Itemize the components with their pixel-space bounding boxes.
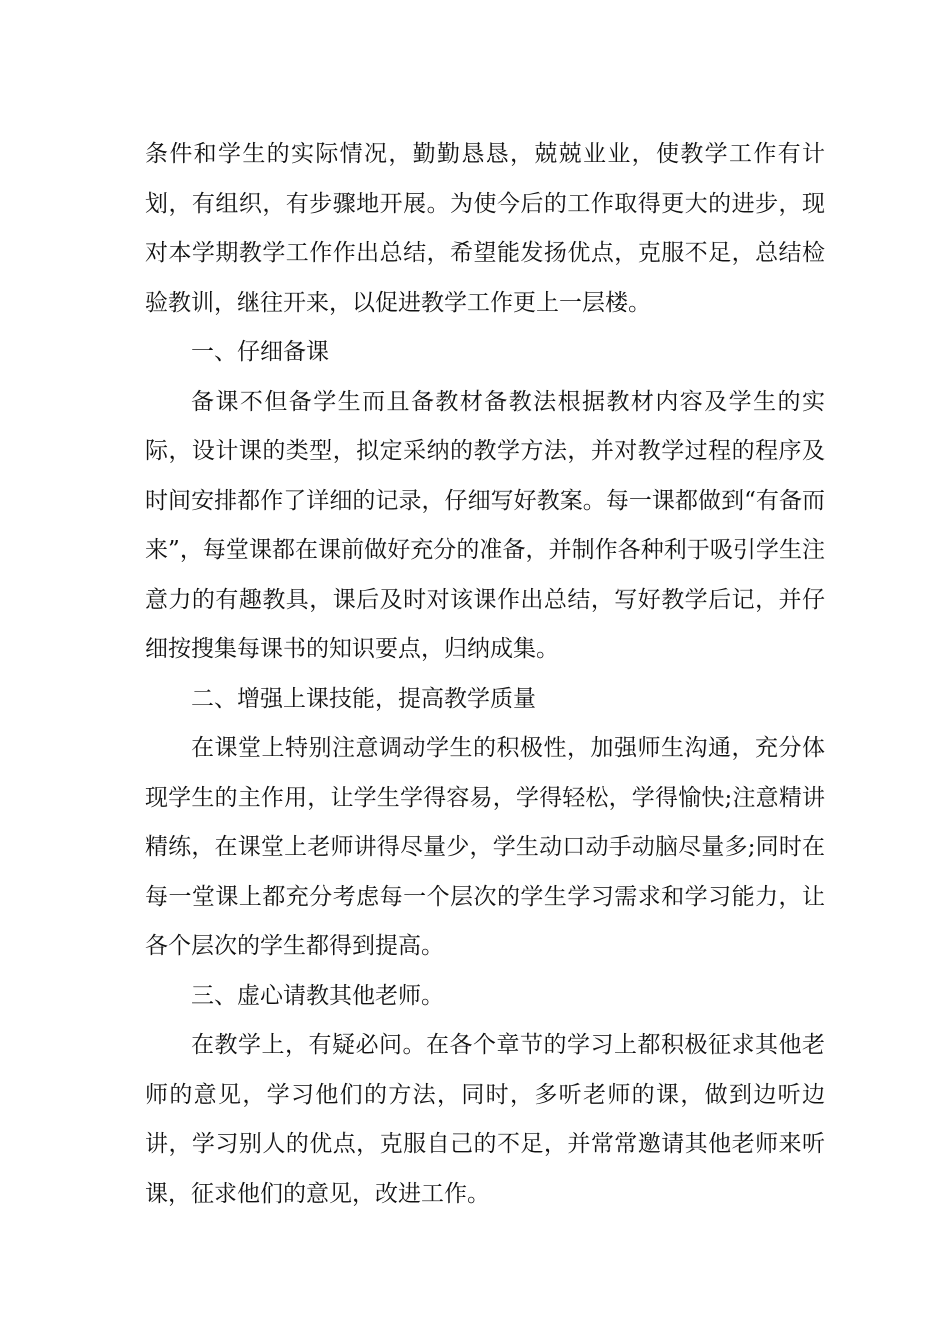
document-body [145,130,825,1219]
body-paragraph-prepare: 备课不但备学生而且备教材备教法根据教材内容及学生的实际，设计课的类型，拟定采纳的教学方法，并对教学过程的程序及时间安排都作了详细的记录，仔细写好教案。每一课都做到“有备而来”，每堂课都在课前做好充分的准备，并制作各种利于吸引学生注意力的有趣教具，课后及时对该课作出总结，写好教学后记，并仔细按搜集每课书的知识要点，归纳成集。 [145,388,825,662]
section-heading-prepare: 一、仔细备课 [191,339,329,365]
body-paragraph-intro: 条件和学生的实际情况，勤勤恳恳，兢兢业业，使教学工作有计划，有组织，有步骤地开展。为使今后的工作取得更大的进步，现对本学期教学工作作出总结，希望能发扬优点，克服不足，总结检验教训，继往开来，以促进教学工作更上一层楼。 [145,141,825,316]
section-heading-consult: 三、虚心请教其他老师。 [191,982,444,1009]
body-paragraph-consult: 在教学上，有疑必问。在各个章节的学习上都积极征求其他老师的意见，学习他们的方法，同时，多听老师的课，做到边听边讲，学习别人的优点，克服自己的不足，并常常邀请其他老师来听课，征求他们的意见，改进工作。 [145,1032,825,1207]
section-heading-teaching-skills: 二、增强上课技能，提高教学质量 [191,685,536,712]
body-paragraph-teaching-skills: 在课堂上特别注意调动学生的积极性，加强师生沟通，充分体现学生的主作用，让学生学得容易，学得轻松，学得愉快;注意精讲精练，在课堂上老师讲得尽量少，学生动口动手动脑尽量多;同时在每一堂课上都充分考虑每一个层次的学生学习需求和学习能力，让各个层次的学生都得到提高。 [145,735,825,959]
